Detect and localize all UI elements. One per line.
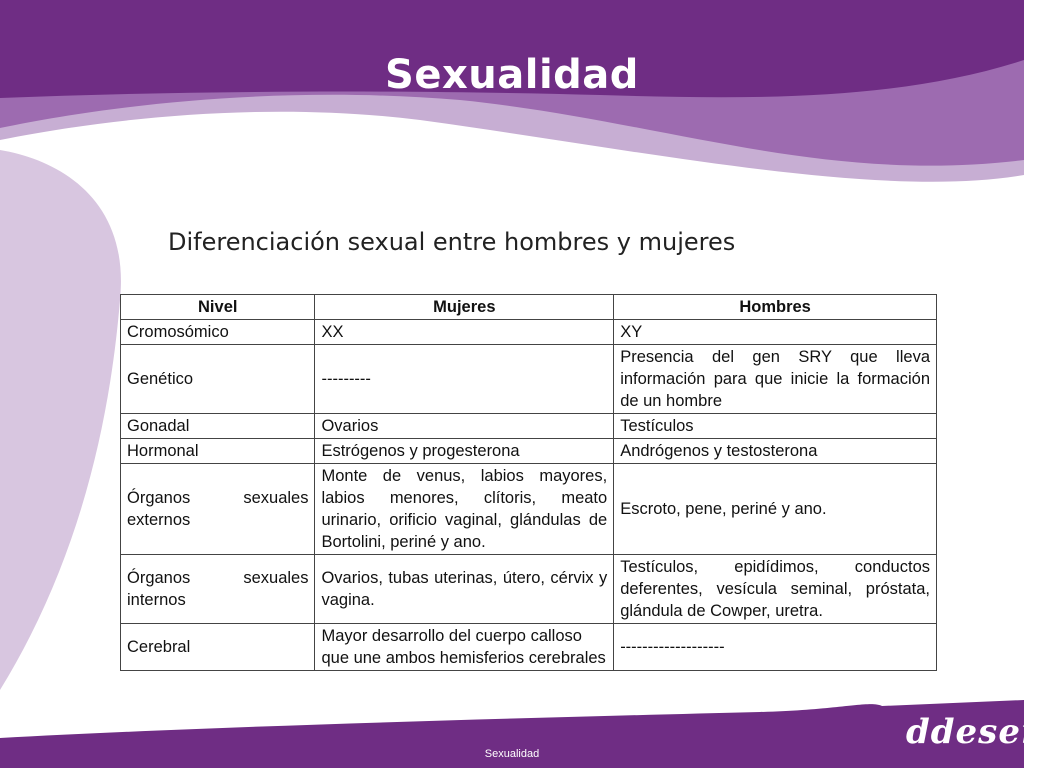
table-row xyxy=(121,464,937,555)
header-nivel: Nivel xyxy=(121,295,315,320)
cell-hombres: Presencia del gen SRY que lleva información para que inicie la formación de un hombre xyxy=(614,345,937,414)
slide-title: Sexualidad xyxy=(385,52,639,98)
table-row xyxy=(121,414,937,439)
cell-mujeres: Mayor desarrollo del cuerpo calloso que une ambos hemisferios cerebrales xyxy=(315,624,614,671)
header-hombres: Hombres xyxy=(614,295,937,320)
differentiation-table xyxy=(120,294,937,671)
ddeser-logo: ddeser xyxy=(906,712,1040,752)
cell-nivel: Cromosómico xyxy=(121,320,315,345)
table-row xyxy=(121,320,937,345)
cell-nivel: Órganos sexuales externos xyxy=(121,464,315,555)
cell-mujeres: Ovarios, tubas uterinas, útero, cérvix y vagina. xyxy=(315,555,614,624)
cell-mujeres: Ovarios xyxy=(315,414,614,439)
table-row xyxy=(121,439,937,464)
cell-hombres: XY xyxy=(614,320,937,345)
header-mujeres: Mujeres xyxy=(315,295,614,320)
cell-nivel: Cerebral xyxy=(121,624,315,671)
table-header-row xyxy=(121,295,937,320)
cell-hombres: ------------------- xyxy=(614,624,937,671)
cell-mujeres: --------- xyxy=(315,345,614,414)
cell-mujeres: XX xyxy=(315,320,614,345)
footer-label: Sexualidad xyxy=(484,748,540,760)
cell-hombres: Andrógenos y testosterona xyxy=(614,439,937,464)
cell-hombres: Escroto, pene, periné y ano. xyxy=(614,464,937,555)
cell-hombres: Testículos xyxy=(614,414,937,439)
cell-hombres: Testículos, epidídimos, conductos deferentes, vesícula seminal, próstata, glándula de Cowper, uretra. xyxy=(614,555,937,624)
cell-nivel: Hormonal xyxy=(121,439,315,464)
table-row xyxy=(121,624,937,671)
cell-nivel: Órganos sexuales internos xyxy=(121,555,315,624)
slide-subtitle: Diferenciación sexual entre hombres y mujeres xyxy=(168,228,736,256)
cell-nivel: Gonadal xyxy=(121,414,315,439)
cell-mujeres: Monte de venus, labios mayores, labios menores, clítoris, meato urinario, orificio vaginal, glándulas de Bortolini, periné y ano. xyxy=(315,464,614,555)
table-row xyxy=(121,345,937,414)
cell-nivel: Genético xyxy=(121,345,315,414)
cell-mujeres: Estrógenos y progesterona xyxy=(315,439,614,464)
table-row xyxy=(121,555,937,624)
